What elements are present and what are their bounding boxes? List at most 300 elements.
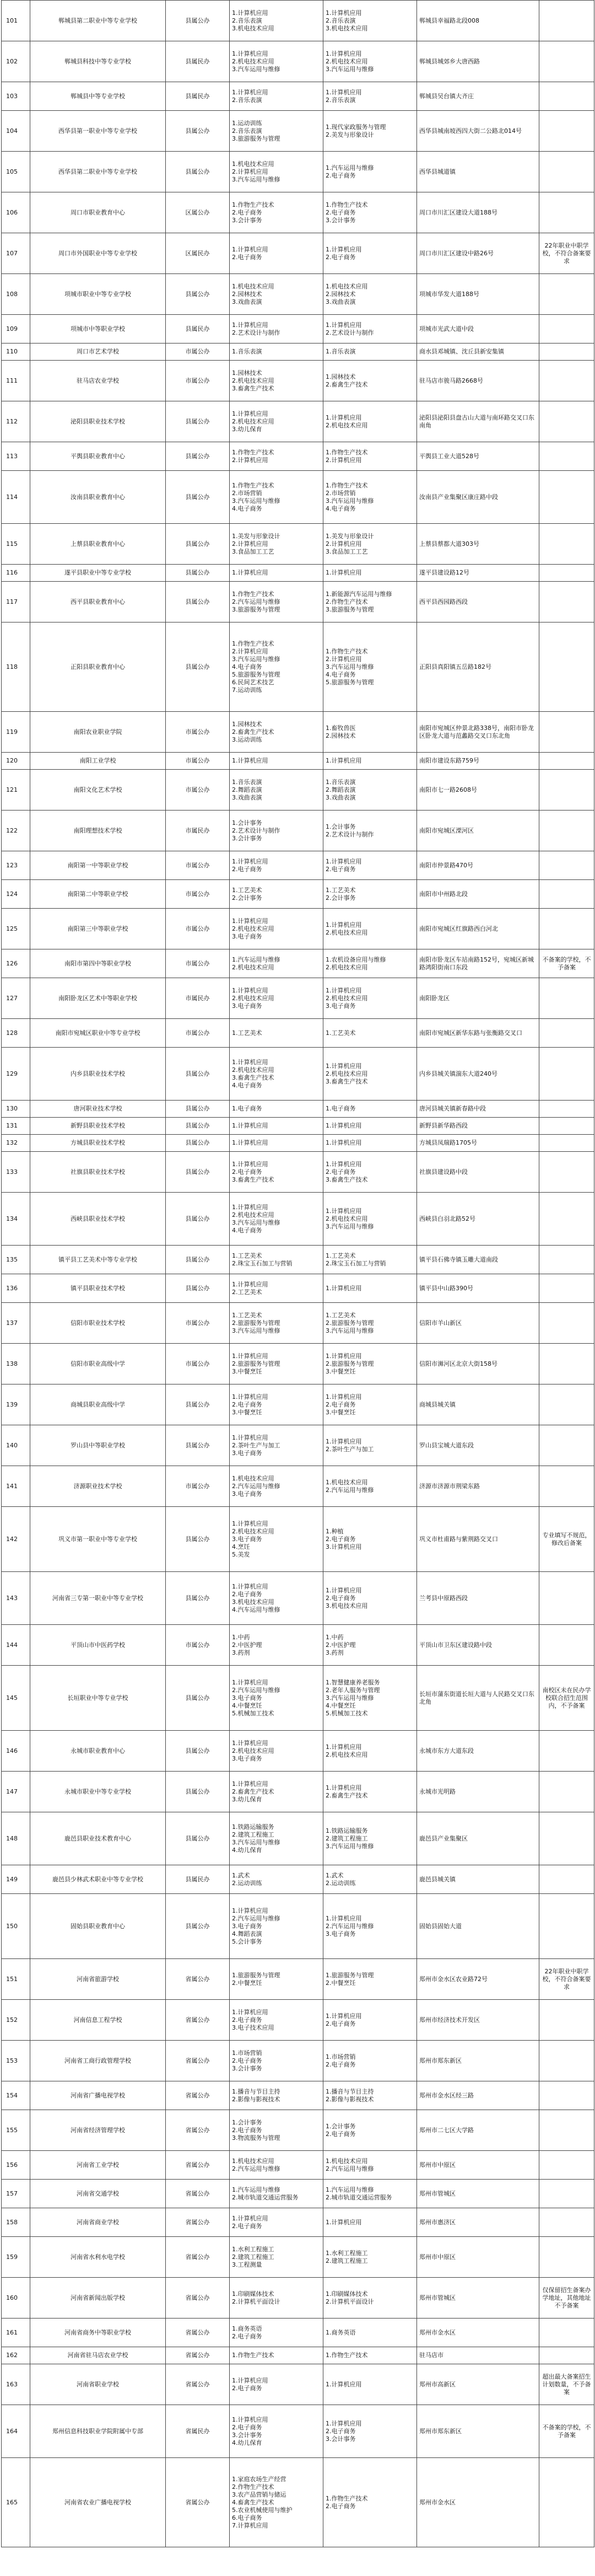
major-item: 2.音乐表演 [326, 96, 356, 104]
school-name-cell [30, 274, 166, 315]
major-item: 1.计算机应用 [326, 1393, 362, 1400]
school-nature-cell [166, 1894, 230, 1959]
school-name: 鹿邑县少林武术职业中等专业学校 [52, 1875, 143, 1883]
table-row [2, 2151, 594, 2180]
major-item: 1.中药 [326, 1633, 344, 1641]
major-item: 2.电子商务 [326, 1400, 356, 1408]
major-item: 1.计算机应用 [232, 1393, 268, 1400]
school-name-cell [30, 2319, 166, 2347]
school-address: 南阳市七一路2608号 [419, 786, 477, 793]
major-item: 2.艺术设计与制作 [232, 827, 280, 834]
major-item: 3.汽车运用与维修 [232, 1838, 280, 1846]
approved-majors-cell [230, 1152, 323, 1193]
major-item: 2.电子商务 [232, 2332, 262, 2340]
major-item: 4.电子商务 [232, 663, 262, 670]
school-nature: 县属公办 [185, 493, 210, 501]
school-nature: 县属公办 [185, 168, 210, 175]
school-nature: 县属民办 [185, 57, 210, 65]
address-cell [417, 753, 539, 770]
major-item: 1.计算机应用 [326, 1743, 362, 1751]
school-address: 汝南县产业集聚区康庄路中段 [419, 493, 498, 501]
remark-cell [539, 2319, 594, 2347]
filed-majors-cell [323, 1507, 417, 1572]
address-cell [417, 1865, 539, 1894]
school-name: 南阳工业学校 [79, 757, 116, 764]
school-table [1, 0, 594, 2547]
row-number: 106 [6, 208, 18, 216]
school-address: 南阳卧龙区 [419, 994, 450, 1002]
row-number: 103 [6, 92, 18, 100]
remark-cell [539, 2458, 594, 2547]
major-item: 3.药剂 [232, 1649, 250, 1656]
school-nature: 省属公办 [185, 2380, 210, 2388]
school-name-cell [30, 1344, 166, 1384]
table-row [2, 41, 594, 82]
row-number-cell [2, 1118, 30, 1135]
address-cell [417, 909, 539, 949]
major-item: 1.计算机应用 [232, 1582, 268, 1590]
school-name: 巩义市第一职业中等专业学校 [58, 1535, 137, 1543]
approved-majors-cell [230, 1466, 323, 1507]
major-item: 2.艺术设计与制作 [326, 830, 374, 838]
row-number-cell [2, 1572, 30, 1625]
school-name-cell [30, 401, 166, 442]
remark-cell [539, 401, 594, 442]
row-number: 153 [6, 2057, 18, 2064]
school-name: 永城市职业教育中心 [71, 1747, 125, 1754]
major-item: 3.机电技术应用 [232, 24, 274, 32]
school-name-cell [30, 344, 166, 361]
major-item: 5.农业机械使用与维护 [232, 2506, 293, 2514]
major-item: 1.计算机应用 [326, 921, 362, 929]
row-number-cell [2, 909, 30, 949]
major-item: 1.计算机应用 [232, 1203, 268, 1211]
school-address: 兰考县中原路西段 [419, 1594, 468, 1602]
school-name-cell [30, 978, 166, 1019]
school-nature-cell [166, 152, 230, 192]
school-nature-cell [166, 1048, 230, 1101]
row-number: 144 [6, 1641, 18, 1649]
major-item: 2.园林技术 [326, 290, 356, 298]
table-row [2, 1344, 594, 1384]
major-item: 1.计算机应用 [232, 2008, 268, 2016]
filed-majors-cell [323, 2151, 417, 2180]
row-number-cell [2, 1666, 30, 1731]
remark-cell [539, 1666, 594, 1731]
address-cell [417, 1731, 539, 1772]
school-nature-cell [166, 2347, 230, 2364]
school-name-cell [30, 1959, 166, 2000]
school-address: 永城市东方大道东段 [419, 1747, 474, 1754]
major-item: 1.计算机应用 [232, 1434, 268, 1441]
major-item: 1.智慧健康养老服务 [326, 1678, 380, 1686]
major-item: 1.计算机应用 [232, 1160, 268, 1168]
major-item: 3.机电技术应用 [232, 1598, 274, 1606]
row-number-cell [2, 851, 30, 880]
school-nature: 省属公办 [185, 2057, 210, 2064]
school-name-cell [30, 1425, 166, 1466]
major-item: 1.会计事务 [326, 2122, 356, 2130]
major-item: 2.电子商务 [326, 171, 356, 179]
major-item: 1.农机设备应用与维修 [326, 956, 386, 963]
major-item: 2.汽车运用与维修 [232, 1914, 280, 1922]
major-item: 2.音乐表演 [326, 17, 356, 24]
school-nature: 市属公办 [185, 861, 210, 869]
major-item: 1.计算机应用 [232, 1352, 268, 1360]
major-item: 3.汽车运用与维修 [232, 1327, 280, 1334]
major-item: 3.汽车运用与维修 [326, 663, 374, 670]
row-number-cell [2, 2458, 30, 2547]
address-cell [417, 2237, 539, 2278]
table-row [2, 1274, 594, 1303]
major-item: 1.电子商务 [326, 1105, 356, 1112]
filed-majors-cell [323, 1425, 417, 1466]
school-address: 平舆县工业大道528号 [419, 452, 479, 460]
address-cell [417, 1625, 539, 1666]
major-item: 2.汽车运用与维修 [326, 2165, 374, 2172]
major-item: 3.畜禽生产技术 [326, 1176, 368, 1183]
row-number: 132 [6, 1139, 18, 1146]
row-number-cell [2, 978, 30, 1019]
major-item: 4.电子商务 [326, 505, 356, 512]
filed-majors-cell [323, 909, 417, 949]
school-nature-cell [166, 1384, 230, 1425]
address-cell [417, 192, 539, 233]
major-item: 2.电子商务 [326, 2502, 356, 2510]
address-cell [417, 442, 539, 471]
filed-majors-cell [323, 1193, 417, 1246]
address-cell [417, 1466, 539, 1507]
major-item: 3.食品加工工艺 [232, 548, 274, 555]
school-nature: 省属公办 [185, 2253, 210, 2261]
major-item: 2.园林技术 [326, 732, 356, 739]
school-nature-cell [166, 1425, 230, 1466]
major-item: 1.市场营销 [326, 2053, 356, 2060]
approved-majors-cell [230, 2237, 323, 2278]
school-nature: 省属公办 [185, 2498, 210, 2506]
address-cell [417, 1101, 539, 1118]
major-item: 3.运动训练 [232, 736, 262, 743]
filed-majors-cell [323, 753, 417, 770]
major-item: 1.工艺美术 [326, 1252, 356, 1259]
school-address: 西华县城道镇 [419, 168, 456, 175]
school-name-cell [30, 2081, 166, 2110]
remark-cell [539, 274, 594, 315]
row-number: 120 [6, 757, 18, 764]
major-item: 3.汽车运用与维修 [326, 497, 374, 505]
school-name-cell [30, 2180, 166, 2208]
major-item: 2.电子商务 [326, 865, 356, 873]
address-cell [417, 82, 539, 111]
row-number: 149 [6, 1875, 18, 1883]
filed-majors-cell [323, 442, 417, 471]
remark-cell [539, 1466, 594, 1507]
major-item: 1.计算机应用 [326, 1586, 362, 1594]
major-item: 2.机电技术应用 [232, 1527, 274, 1535]
major-item: 2.电子商务 [326, 208, 356, 216]
school-nature-cell [166, 2110, 230, 2151]
school-name: 方城县职业技术学校 [71, 1139, 125, 1146]
major-item: 3.戏曲表演 [232, 793, 262, 801]
major-item: 1.计算机应用 [232, 1280, 268, 1288]
school-name-cell [30, 2110, 166, 2151]
school-nature-cell [166, 1118, 230, 1135]
school-name: 郸城县第二职业中等专业学校 [58, 17, 137, 24]
school-name: 内乡县职业技术学校 [71, 1070, 125, 1077]
filed-majors-cell [323, 565, 417, 582]
major-item: 1.畜牧兽医 [326, 724, 356, 732]
major-item: 2.汽车运用与维修 [232, 1686, 280, 1694]
major-item: 1.计算机应用 [232, 1520, 268, 1527]
school-name: 鹿邑县职业技术教育中心 [64, 1834, 131, 1842]
school-name: 周口市职业教育中心 [71, 208, 125, 216]
filed-majors-cell [323, 2278, 417, 2319]
table-row [2, 909, 594, 949]
major-item: 1.计算机应用 [326, 1139, 362, 1146]
school-nature-cell [166, 811, 230, 851]
major-item: 2.电子商务 [232, 2384, 262, 2392]
major-item: 1.作物生产技术 [232, 2352, 274, 2359]
major-item: 2.建筑工程施工 [232, 2253, 274, 2261]
school-nature-cell [166, 712, 230, 753]
major-item: 2.电子商务 [232, 1590, 262, 1598]
major-item: 2.老年人服务与管理 [326, 1686, 380, 1694]
approved-majors-cell [230, 1731, 323, 1772]
major-item: 4.电子商务 [232, 1226, 262, 1234]
major-item: 1.机电技术应用 [232, 1474, 274, 1482]
school-name-cell [30, 2041, 166, 2081]
school-nature: 县属公办 [185, 17, 210, 24]
table-row [2, 2000, 594, 2041]
school-address: 南阳市宛城区溧河区 [419, 827, 474, 834]
school-address: 周口市川汇区建设中路26号 [419, 249, 494, 257]
filed-majors-cell [323, 192, 417, 233]
major-item: 3.会计事务 [326, 2435, 356, 2443]
approved-majors-cell [230, 2000, 323, 2041]
school-nature-cell [166, 2319, 230, 2347]
row-number: 102 [6, 57, 18, 65]
approved-majors-cell [230, 1303, 323, 1344]
major-item: 2.会计事务 [232, 894, 262, 901]
school-nature-cell [166, 851, 230, 880]
major-item: 2.计算机平面设计 [326, 2298, 374, 2305]
school-address: 南阳市宛城区新华东路与张衡路交叉口 [419, 1029, 522, 1037]
school-name: 西平县职业教育中心 [71, 598, 125, 605]
school-address: 镇平县中山路390号 [419, 1284, 473, 1292]
approved-majors-cell [230, 152, 323, 192]
major-item: 2.艺术设计与制作 [326, 329, 374, 336]
major-item: 1.商务英语 [232, 2325, 262, 2332]
remark-cell [539, 1772, 594, 1812]
school-nature: 县属公办 [185, 1834, 210, 1842]
major-item: 3.中餐烹饪 [326, 1408, 356, 1416]
approved-majors-cell [230, 1118, 323, 1135]
school-name: 西峡县职业技术学校 [71, 1215, 125, 1222]
filed-majors-cell [323, 949, 417, 978]
row-number: 134 [6, 1215, 18, 1222]
filed-majors-cell [323, 2364, 417, 2405]
remark-cell [539, 2237, 594, 2278]
table-row [2, 753, 594, 770]
major-item: 3.汽车运用与维修 [232, 497, 280, 505]
address-cell [417, 582, 539, 622]
school-nature-cell [166, 2081, 230, 2110]
major-item: 2.中医护理 [232, 1641, 262, 1649]
approved-majors-cell [230, 233, 323, 274]
filed-majors-cell [323, 1384, 417, 1425]
school-name-cell [30, 2000, 166, 2041]
row-number: 104 [6, 127, 18, 135]
address-cell [417, 1507, 539, 1572]
school-name-cell [30, 524, 166, 565]
school-nature-cell [166, 1135, 230, 1152]
table-row [2, 1865, 594, 1894]
approved-majors-cell [230, 2458, 323, 2547]
school-name: 唐河职业技术学校 [73, 1105, 122, 1112]
major-item: 1.计算机应用 [326, 2218, 362, 2226]
table-row [2, 1303, 594, 1344]
table-row [2, 2458, 594, 2547]
school-nature-cell [166, 315, 230, 344]
major-item: 3.电子技术应用 [232, 2024, 274, 2031]
school-name: 河南省广播电视学校 [71, 2091, 125, 2099]
major-item: 3.中餐烹饪 [326, 1367, 356, 1375]
school-nature: 县属民办 [185, 325, 210, 332]
school-address: 西华县城南坡西四大街二公路北014号 [419, 127, 522, 135]
approved-majors-cell [230, 2347, 323, 2364]
remark-cell [539, 1101, 594, 1118]
table-row [2, 2347, 594, 2364]
row-number: 125 [6, 925, 18, 932]
school-nature: 县属公办 [185, 1284, 210, 1292]
major-item: 2.电子商务 [232, 865, 262, 873]
major-item: 1.美发与形象设计 [232, 532, 280, 540]
row-number-cell [2, 152, 30, 192]
row-number: 117 [6, 598, 18, 605]
filed-majors-cell [323, 811, 417, 851]
row-number-cell [2, 361, 30, 401]
row-number: 146 [6, 1747, 18, 1754]
school-nature-cell [166, 233, 230, 274]
address-cell [417, 1666, 539, 1731]
major-item: 3.电子商务 [232, 1754, 262, 1762]
table-row [2, 1101, 594, 1118]
approved-majors-cell [230, 41, 323, 82]
approved-majors-cell [230, 811, 323, 851]
major-item: 1.园林技术 [232, 720, 262, 728]
school-name: 河南省驻马店农业学校 [67, 2352, 128, 2359]
row-number: 136 [6, 1284, 18, 1292]
table-row [2, 770, 594, 811]
major-item: 1.计算机应用 [232, 757, 268, 764]
school-name-cell [30, 1193, 166, 1246]
address-cell [417, 1812, 539, 1865]
row-number: 160 [6, 2294, 18, 2301]
filed-majors-cell [323, 1466, 417, 1507]
major-item: 2.艺术设计与制作 [232, 329, 280, 336]
school-nature: 市属公办 [185, 1029, 210, 1037]
major-item: 1.计算机应用 [232, 1139, 268, 1146]
school-name-cell [30, 622, 166, 712]
major-item: 2.机电技术应用 [326, 994, 368, 1002]
major-item: 1.作物生产技术 [326, 647, 368, 655]
school-name-cell [30, 152, 166, 192]
filed-majors-cell [323, 1625, 417, 1666]
school-address: 永城市光明路 [419, 1788, 456, 1795]
school-nature-cell [166, 1019, 230, 1048]
school-name: 南阳文化艺术学校 [73, 786, 122, 793]
row-number-cell [2, 1274, 30, 1303]
school-address: 鹿邑县产业集聚区 [419, 1834, 468, 1842]
major-item: 1.作物生产技术 [232, 481, 274, 489]
school-name: 西华县第一职业中等专业学校 [58, 127, 137, 135]
major-item: 1.园林技术 [232, 369, 262, 377]
school-address: 南阳市宛城区红旗路西白河北 [419, 925, 498, 932]
school-name-cell [30, 2151, 166, 2180]
approved-majors-cell [230, 1019, 323, 1048]
approved-majors-cell [230, 2208, 323, 2237]
remark-cell [539, 2081, 594, 2110]
row-number-cell [2, 770, 30, 811]
major-item: 2.作物生产技术 [326, 598, 368, 605]
major-item: 1.会计事务 [326, 823, 356, 830]
school-address: 上蔡县蔡都大道303号 [419, 540, 479, 548]
remark-cell [539, 1274, 594, 1303]
major-item: 5.机械加工技术 [232, 1709, 274, 1717]
school-nature-cell [166, 2041, 230, 2081]
table-row [2, 1152, 594, 1193]
address-cell [417, 978, 539, 1019]
school-name-cell [30, 1507, 166, 1572]
school-name-cell [30, 1772, 166, 1812]
major-item: 2.电子商务 [232, 2222, 262, 2230]
row-number-cell [2, 2000, 30, 2041]
filed-majors-cell [323, 1, 417, 41]
school-nature: 省属公办 [185, 2328, 210, 2336]
remark-cell [539, 524, 594, 565]
major-item: 1.印刷媒体技术 [232, 2290, 274, 2298]
address-cell [417, 2180, 539, 2208]
school-nature: 县属公办 [185, 540, 210, 548]
row-number-cell [2, 1731, 30, 1772]
school-nature: 市属公办 [185, 377, 210, 384]
major-item: 2.建筑工程施工 [232, 1831, 274, 1838]
major-item: 1.汽车运用与维修 [232, 2186, 280, 2193]
school-address: 郑州市经济技术开发区 [419, 2016, 480, 2024]
filed-majors-cell [323, 582, 417, 622]
filed-majors-cell [323, 524, 417, 565]
table-row [2, 1118, 594, 1135]
major-item: 3.中餐烹饪 [232, 1367, 262, 1375]
school-name-cell [30, 1118, 166, 1135]
approved-majors-cell [230, 2405, 323, 2458]
school-nature: 县属公办 [185, 1922, 210, 1930]
school-name: 遂平县职业中等专业学校 [64, 569, 131, 576]
major-item: 1.会计事务 [232, 819, 262, 827]
school-nature: 省属公办 [185, 2352, 210, 2359]
major-item: 1.机电技术应用 [232, 160, 274, 168]
major-item: 2.电子商务 [232, 208, 262, 216]
school-address: 郸城县幸福路北段008 [419, 17, 479, 24]
filed-majors-cell [323, 1666, 417, 1731]
major-item: 1.印刷媒体技术 [326, 2290, 368, 2298]
major-item: 3.电子商务 [232, 932, 262, 940]
remark-cell [539, 1572, 594, 1625]
major-item: 3.中餐烹饪 [232, 1408, 262, 1416]
school-nature-cell [166, 1666, 230, 1731]
filed-majors-cell [323, 1135, 417, 1152]
filed-majors-cell [323, 2237, 417, 2278]
